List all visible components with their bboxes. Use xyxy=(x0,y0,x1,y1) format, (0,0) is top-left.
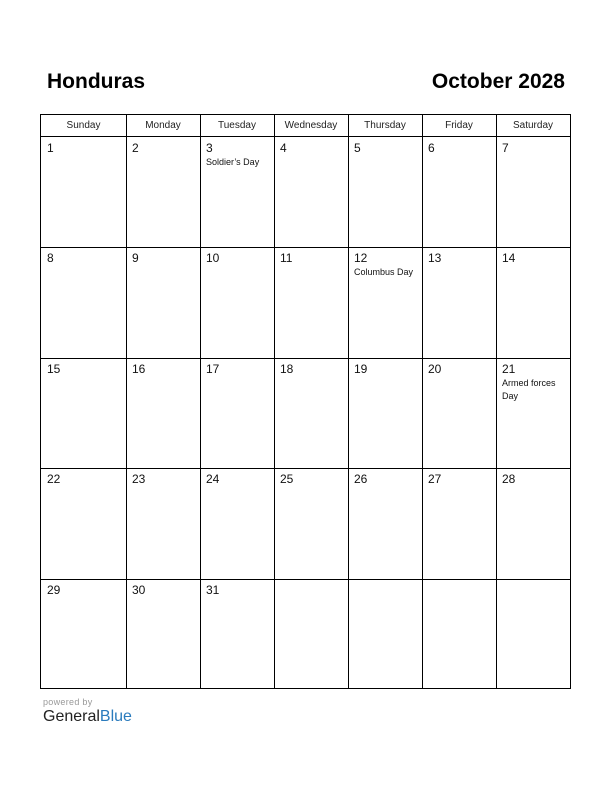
day-cell xyxy=(200,247,274,358)
day-cell xyxy=(200,468,274,579)
day-number: 17 xyxy=(206,362,220,376)
day-cell xyxy=(200,358,274,468)
calendar-body xyxy=(41,137,570,688)
powered-by-text: powered by xyxy=(43,697,93,707)
day-number: 31 xyxy=(206,583,220,597)
day-cell xyxy=(348,137,422,247)
day-cell xyxy=(274,247,348,358)
day-cell xyxy=(496,137,570,247)
day-number: 19 xyxy=(354,362,368,376)
column-divider xyxy=(496,115,497,688)
day-number: 21 xyxy=(502,362,516,376)
day-cell xyxy=(496,468,570,579)
day-cell xyxy=(496,247,570,358)
day-number: 28 xyxy=(502,472,516,486)
column-divider xyxy=(126,115,127,688)
day-cell xyxy=(41,358,126,468)
weekday-header-row xyxy=(41,115,570,137)
day-cell xyxy=(274,579,348,688)
day-cell xyxy=(348,579,422,688)
day-number: 22 xyxy=(47,472,61,486)
weekday-monday: Monday xyxy=(145,120,181,131)
day-cell xyxy=(126,358,200,468)
day-cell xyxy=(126,468,200,579)
day-number: 30 xyxy=(132,583,146,597)
weekday-wednesday: Wednesday xyxy=(284,120,338,131)
day-number: 3 xyxy=(206,141,213,155)
day-cell xyxy=(126,247,200,358)
day-cell xyxy=(41,247,126,358)
day-cell xyxy=(422,579,496,688)
row-divider xyxy=(41,247,570,248)
footer-branding xyxy=(43,697,132,726)
day-cell xyxy=(41,579,126,688)
column-divider xyxy=(422,115,423,688)
column-divider xyxy=(200,115,201,688)
day-cell xyxy=(422,137,496,247)
day-number: 20 xyxy=(428,362,442,376)
month-year-title: October 2028 xyxy=(431,70,565,93)
day-cell xyxy=(126,137,200,247)
day-cell xyxy=(496,579,570,688)
day-cell xyxy=(274,137,348,247)
column-divider xyxy=(348,115,349,688)
day-cell xyxy=(348,247,422,358)
day-number: 11 xyxy=(280,251,293,265)
row-divider xyxy=(41,579,570,580)
day-cell xyxy=(200,137,274,247)
calendar-grid xyxy=(40,114,571,689)
day-cell xyxy=(348,468,422,579)
day-cell xyxy=(348,358,422,468)
day-number: 14 xyxy=(502,251,516,265)
weekday-thursday: Thursday xyxy=(364,120,406,131)
day-cell xyxy=(422,468,496,579)
day-number: 13 xyxy=(428,251,442,265)
generalblue-logo xyxy=(43,708,132,726)
day-cell xyxy=(126,579,200,688)
holiday-label: Columbus Day xyxy=(354,267,414,277)
day-number: 23 xyxy=(132,472,146,486)
day-number: 10 xyxy=(206,251,220,265)
day-number: 4 xyxy=(280,141,287,155)
day-number: 9 xyxy=(132,251,139,265)
row-divider xyxy=(41,358,570,359)
day-number: 29 xyxy=(47,583,61,597)
day-cell xyxy=(422,247,496,358)
day-number: 26 xyxy=(354,472,368,486)
day-number: 24 xyxy=(206,472,220,486)
column-divider xyxy=(274,115,275,688)
day-number: 18 xyxy=(280,362,294,376)
day-number: 5 xyxy=(354,141,361,155)
day-number: 27 xyxy=(428,472,442,486)
day-number: 6 xyxy=(428,141,435,155)
day-number: 1 xyxy=(47,141,54,155)
day-cell xyxy=(274,358,348,468)
brand-blue: Blue xyxy=(99,708,132,725)
day-number: 2 xyxy=(132,141,139,155)
weekday-tuesday: Tuesday xyxy=(218,120,256,131)
day-number: 12 xyxy=(354,251,368,265)
day-number: 7 xyxy=(502,141,509,155)
day-number: 8 xyxy=(47,251,54,265)
day-number: 15 xyxy=(47,362,61,376)
day-number: 25 xyxy=(280,472,294,486)
day-cell xyxy=(41,468,126,579)
day-cell xyxy=(200,579,274,688)
day-cell xyxy=(422,358,496,468)
day-cell xyxy=(274,468,348,579)
brand-general: General xyxy=(43,708,100,725)
holiday-label: Soldier’s Day xyxy=(206,157,260,167)
weekday-friday: Friday xyxy=(445,120,473,131)
day-number: 16 xyxy=(132,362,146,376)
day-cell xyxy=(41,137,126,247)
country-title: Honduras xyxy=(47,70,146,93)
weekday-saturday: Saturday xyxy=(512,120,554,131)
row-divider xyxy=(41,468,570,469)
weekday-sunday: Sunday xyxy=(66,120,101,131)
holiday-label: Armed forces Day xyxy=(502,378,556,401)
day-cell xyxy=(496,358,570,468)
